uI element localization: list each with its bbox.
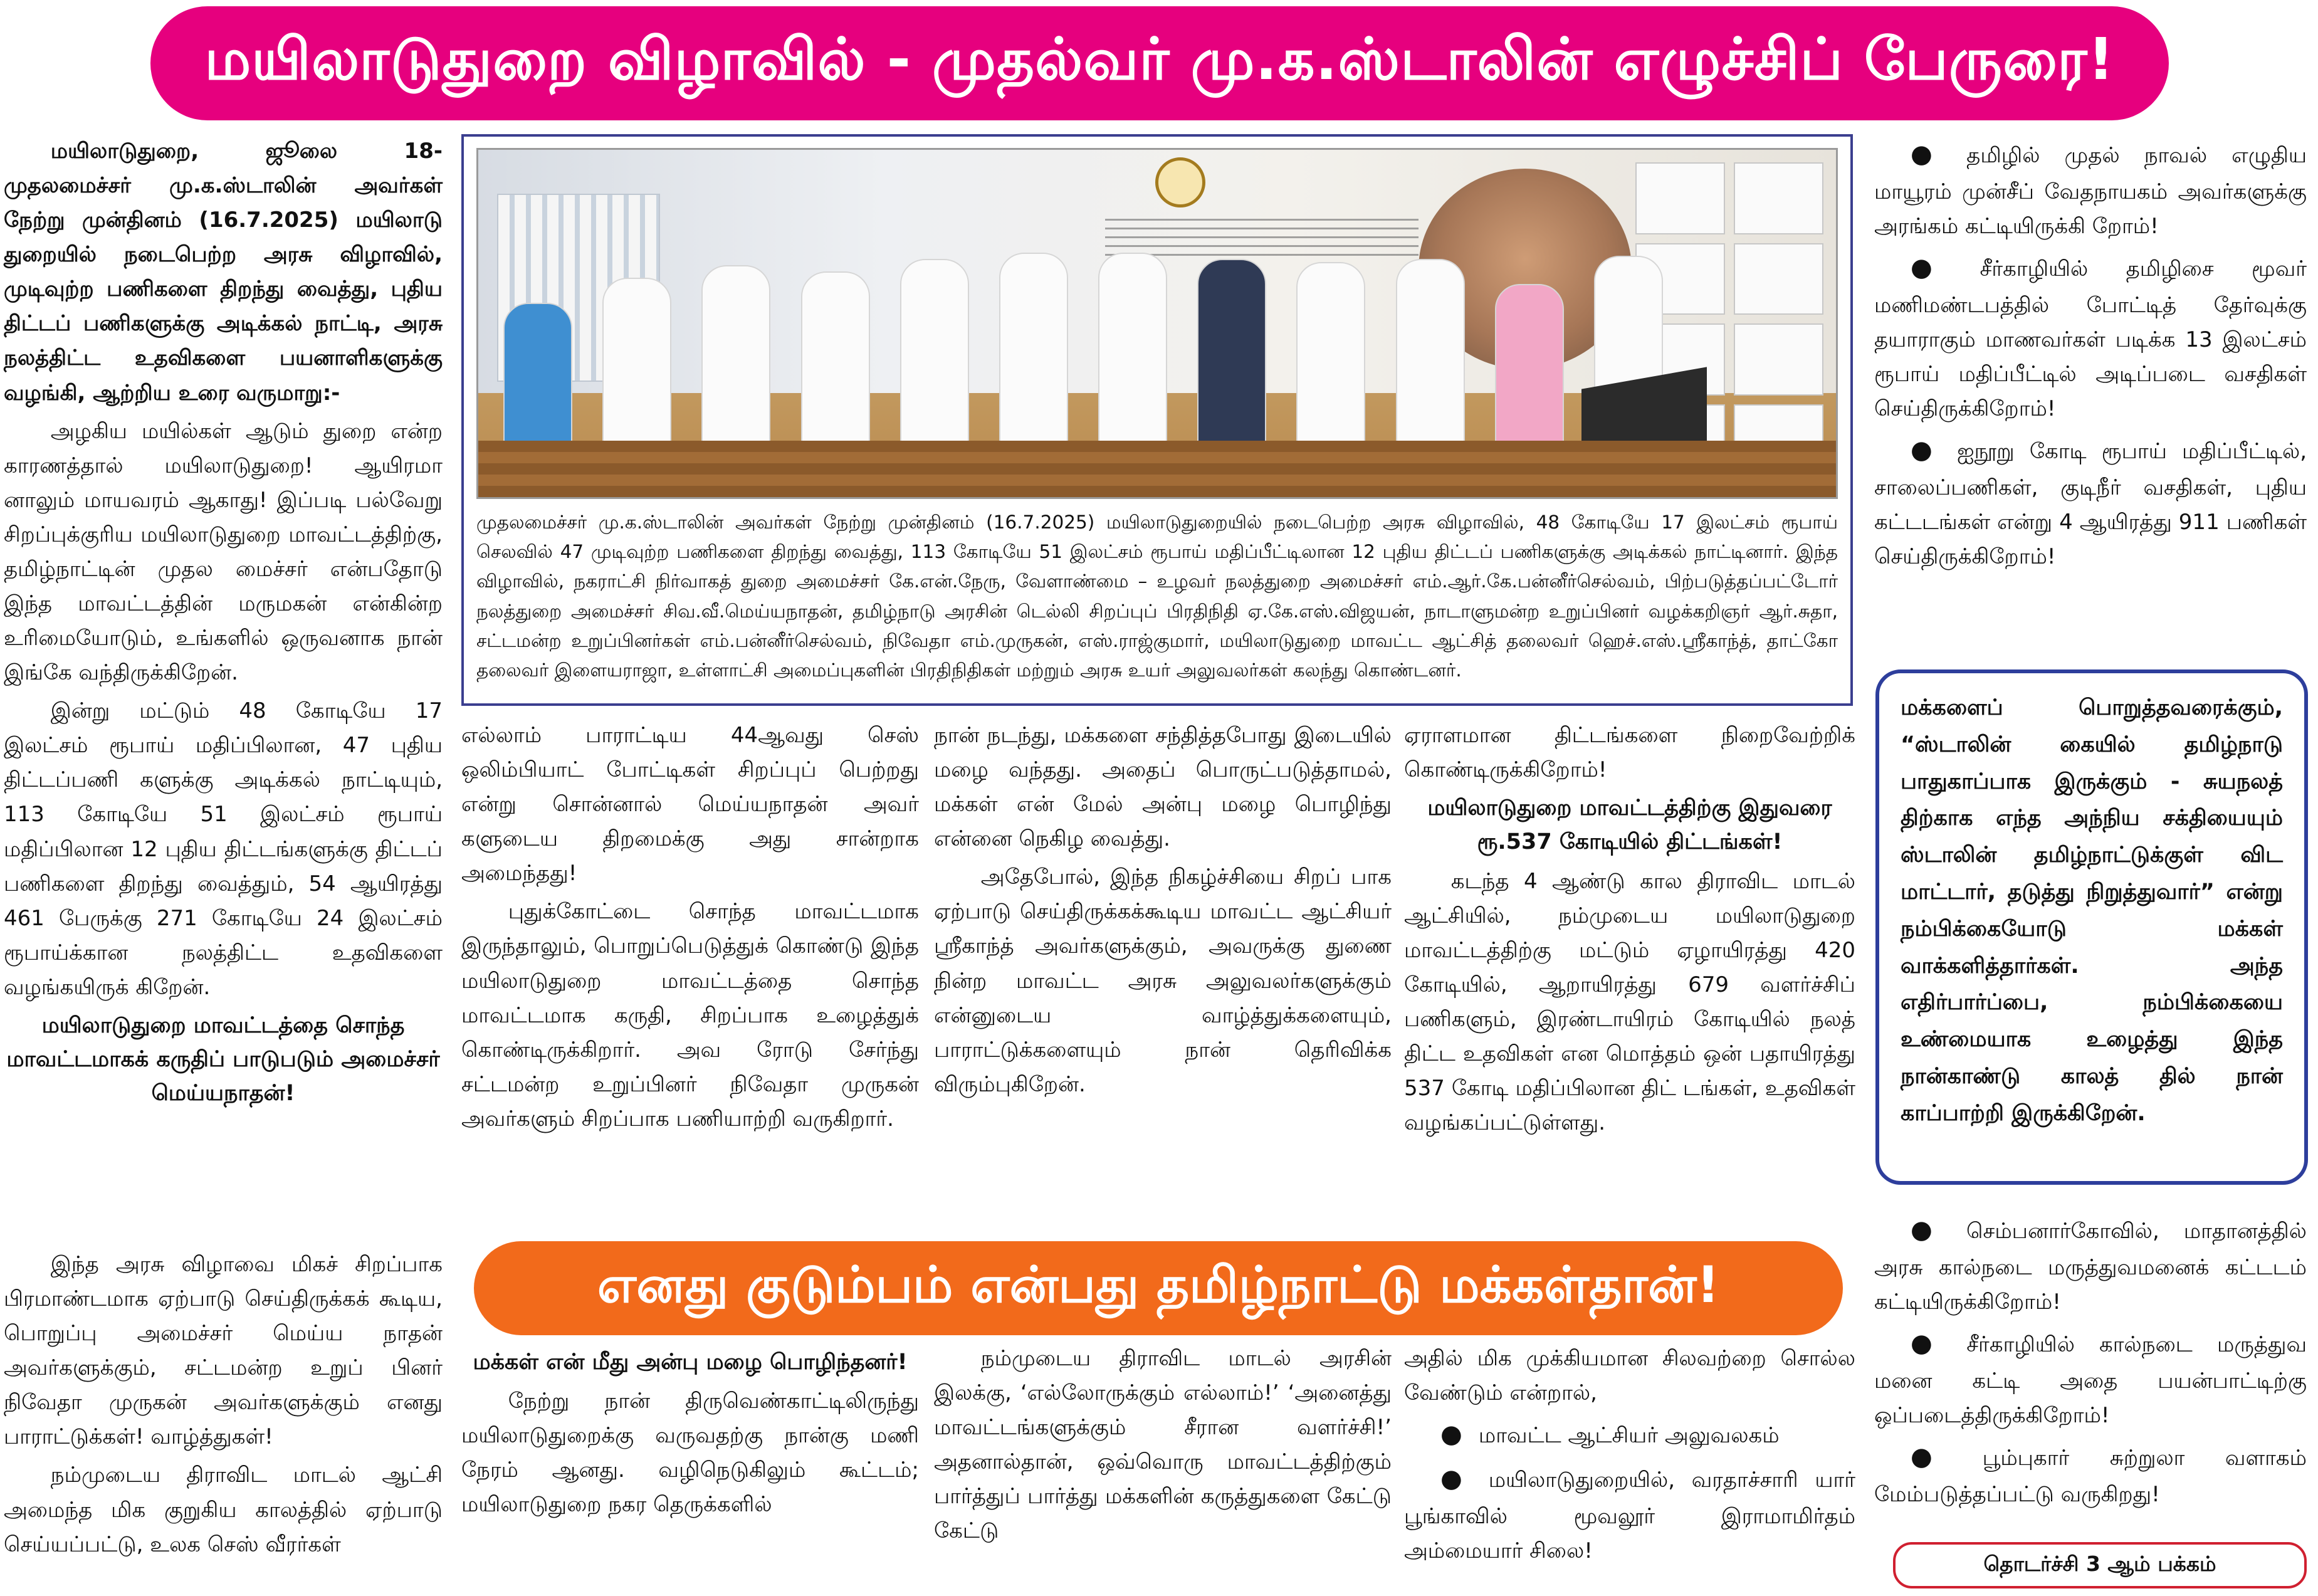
bullet-icon: ● [1911,1328,1951,1358]
subheadline-banner [474,1241,1843,1335]
paragraph: அதேபோல், இந்த நிகழ்ச்சியை சிறப் பாக ஏற்பாடு செய்திருக்கக்கூடிய மாவட்ட ஆட்சியர் ஸ்ரீகாந்த் அவர்களுக்கும், அவருக்கு துணை நின்ற மாவட்ட அரசு அலுவலர்களுக்கும் என்னுடைய வாழ்த்துக்களையும், பாராட்டுக்களையும் நான் தெரிவிக்க விரும்புகிறேன். [934,864,1392,1097]
list-item: ● செம்பனார்கோவில், மாதானத்தில் அரசு கால்நடை மருத்துவமனைக் கட்டடம் கட்டியிருக்கிறோம்! [1874,1215,2307,1315]
list-item: ● தமிழில் முதல் நாவல் எழுதிய மாயூரம் முன்சீப் வேதநாயகம் அவர்களுக்கு அரங்கம் கட்டியிருக்கி றோம்! [1874,140,2307,239]
bullet-icon: ● [1911,1442,1966,1471]
bottom-column-3 [1404,1341,1855,1592]
person-figure [602,278,671,459]
continued-label: தொடர்ச்சி 3 ஆம் பக்கம் [1983,1551,2216,1576]
continued-on-page-box[interactable] [1893,1542,2307,1588]
left-column [4,134,443,1231]
list-item: ● ஐநூறு கோடி ரூபாய் மதிப்பீட்டில், சாலைப்பணிகள், குடிநீர் வசதிகள், புதிய கட்டடங்கள் என்று 4 ஆயிரத்து 911 பணிகள் செய்திருக்கிறோம்! [1874,436,2307,570]
paragraph: கடந்த 4 ஆண்டு கால திராவிட மாடல் ஆட்சியில், நம்முடைய மயிலாடுதுறை மாவட்டத்திற்கு மட்டும் ஏழாயிரத்து 420 கோடியில், ஆறாயிரத்து 679 வளர்ச்சிப் பணிகளும், இரண்டாயிரம் கோடியில் நலத் திட்ட உதவிகள் என மொத்தம் ஒன் பதாயிரத்து 537 கோடி மதிப்பிலான திட் டங்கள், உதவிகள் வழங்கப்பட்டுள்ளது. [1404,868,1855,1136]
paragraph: இந்த அரசு விழாவை மிகச் சிறப்பாக பிரமாண்டமாக ஏற்பாடு செய்திருக்கக் கூடிய, பொறுப்பு அமைச்சர் மெய்ய நாதன் அவர்களுக்கும், சட்டமன்ற உறுப் பினர் நிவேதா முருகன் அவர்களுக்கும் எனது பாராட்டுக்கள்! வாழ்த்துகள்! [4,1252,443,1450]
paragraph: இன்று மட்டும் 48 கோடியே 17 இலட்சம் ரூபாய் மதிப்பிலான, 47 புதிய திட்டப்பணி களுக்கு அடிக்கல் நாட்டியும், 113 கோடியே 51 இலட்சம் ரூபாய் மதிப்பிலான 12 புதிய திட்டங்களுக்கு திட்டப் பணிகளை திறந்து வைத்தும், 54 ஆயிரத்து 461 பேருக்கு 271 கோடியே 24 இலட்சம் ரூபாய்க்கான நலத்திட்ட உதவிகளை வழங்கயிருக் கிறேன். [4,698,443,1000]
intro-paragraph: மயிலாடுதுறை, ஜூலை 18- முதலமைச்சர் மு.க.ஸ்டாலின் அவர்கள் நேற்று முன்தினம் (16.7.2025) மயிலாடு துறையில் நடைபெற்ற அரசு விழாவில், முடிவுற்ற பணிகளை திறந்து வைத்து, புதிய திட்டப் பணிகளுக்கு அடிக்கல் நாட்டி, அரசு நலத்திட்ட உதவிகளை பயனாளிகளுக்கு வழங்கி, ஆற்றிய உரை வருமாறு:- [4,139,443,406]
stage-steps-graphic [478,441,1836,497]
paragraph: நம்முடைய திராவிட மாடல் ஆட்சி அமைந்த மிக குறுகிய காலத்தில் ஏற்பாடு செய்யப்பட்டு, உலக செஸ் வீரர்கள் [4,1462,443,1557]
photo-frame [461,134,1853,706]
event-photo [476,148,1838,499]
person-figure [1197,259,1266,459]
dignitaries-group [503,234,1663,459]
paragraph: நேற்று நான் திருவெண்காட்டிலிருந்து மயிலாடுதுறைக்கு வருவதற்கு நான்கு மணி நேரம் ஆனது. வழிநெடுகிலும் கூட்டம்; மயிலாடுதுறை நகர தெருக்களில் [461,1389,919,1518]
list-item: ● மாவட்ட ஆட்சியர் அலுவலகம் [1440,1420,1780,1449]
bullet-icon: ● [1440,1464,1472,1493]
list-item: ● மயிலாடுதுறையில், வரதாச்சாரி யார் பூங்காவில் மூவலூர் இராமாமிர்தம் அம்மையார் சிலை! [1404,1464,1855,1563]
emblem-icon [1155,157,1205,207]
middle-column-3 [1404,718,1855,1232]
pull-quote: மக்களைப் பொறுத்தவரைக்கும், “ஸ்டாலின் கையில் தமிழ்நாடு பாதுகாப்பாக இருக்கும் - சுயநலத் திற்காக எந்த அந்நிய சக்தியையும் ஸ்டாலின் தமிழ்நாட்டுக்குள் விட மாட்டார், தடுத்து நிறுத்துவார்” என்று நம்பிக்கையோடு மக்கள் வாக்களித்தார்கள். அந்த எதிர்பார்ப்பை, நம்பிக்கையை உண்மையாக உழைத்து இந்த நான்காண்டு காலத் தில் நான் காப்பாற்றி இருக்கிறேன். [1901,695,2283,1126]
person-figure [1396,259,1465,459]
bottom-column-2 [934,1341,1392,1592]
subheading: மக்கள் என் மீது அன்பு மழை பொழிந்தனர்! [473,1350,908,1375]
headline-banner [150,6,2169,120]
paragraph: எல்லாம் பாராட்டிய 44ஆவது செஸ் ஒலிம்பியாட் போட்டிகள் சிறப்புப் பெற்றது என்று சொன்னால் மெய்யநாதன் அவர் களுடைய திறமைக்கு அது சான்றாக அமைந்தது! [461,723,919,886]
bullet-icon: ● [1911,1215,1951,1244]
person-figure [503,303,572,459]
bullet-icon: ● [1911,140,1951,169]
left-column-lower [4,1247,443,1590]
middle-column-2 [934,718,1392,1232]
person-figure [1296,262,1365,459]
subheadline: எனது குடும்பம் என்பது தமிழ்நாட்டு மக்கள்தான்! [597,1256,1720,1314]
paragraph: அதில் மிக முக்கியமான சிலவற்றை சொல்ல வேண்டும் என்றால், [1404,1346,1855,1406]
subheading: மயிலாடுதுறை மாவட்டத்திற்கு இதுவரை ரூ.537 கோடியில் திட்டங்கள்! [1427,795,1832,855]
paragraph: புதுக்கோட்டை சொந்த மாவட்டமாக இருந்தாலும், பொறுப்பெடுத்துக் கொண்டு இந்த மயிலாடுதுறை மாவட்டத்தை சொந்த மாவட்டமாக கருதி, சிறப்பாக உழைத்துக் கொண்டிருக்கிறார். அவ ரோடு சேர்ந்து சட்டமன்ற உறுப்பினர் நிவேதா முருகன் அவர்களும் சிறப்பாக பணியாற்றி வருகிறார். [461,899,919,1131]
person-figure [801,271,870,459]
headline: மயிலாடுதுறை விழாவில் - முதல்வர் மு.க.ஸ்டாலின் எழுச்சிப் பேருரை! [204,26,2115,93]
bullet-icon: ● [1911,436,1941,465]
person-figure [900,259,969,459]
list-item: ● சீர்காழியில் கால்நடை மருத்துவ மனை கட்டி அதை பயன்பாட்டிற்கு ஒப்படைத்திருக்கிறோம்! [1874,1328,2307,1428]
paragraph: நான் நடந்து, மக்களை சந்தித்தபோது இடையில் மழை வந்தது. அதைப் பொருட்படுத்தாமல், மக்கள் என் மேல் அன்பு மழை பொழிந்து என்னை நெகிழ வைத்து. [934,723,1392,852]
photo-caption: முதலமைச்சர் மு.க.ஸ்டாலின் அவர்கள் நேற்று முன்தினம் (16.7.2025) மயிலாடுதுறையில் நடைபெற்ற அரசு விழாவில், 48 கோடியே 17 இலட்சம் ரூபாய் செலவில் 47 முடிவுற்ற பணிகளை திறந்து வைத்து, 113 கோடியே 51 இலட்சம் ரூபாய் மதிப்பீட்டிலான 12 புதிய திட்டப் பணிகளுக்கு அடிக்கல் நாட்டினார். இந்த விழாவில், நகராட்சி நிர்வாகத் துறை அமைச்சர் கே.என்.நேரு, வேளாண்மை – உழவர் நலத்துறை அமைச்சர் எம்.ஆர்.கே.பன்னீர்செல்வம், பிற்படுத்தப்பட்டோர் நலத்துறை அமைச்சர் சிவ.வீ.மெய்யநாதன், தமிழ்நாடு அரசின் டெல்லி சிறப்புப் பிரதிநிதி ஏ.கே.எஸ்.விஜயன், நாடாளுமன்ற உறுப்பினர் வழக்கறிஞர் ஆர்.சுதா, சட்டமன்ற உறுப்பினர்கள் எம்.பன்னீர்செல்வம், நிவேதா எம்.முருகன், எஸ்.ராஜ்குமார், மயிலாடுதுறை மாவட்ட ஆட்சித் தலைவர் ஹெச்.எஸ்.ஸ்ரீகாந்த், தாட்கோ தலைவர் இளையராஜா, உள்ளாட்சி அமைப்புகளின் பிரதிநிதிகள் மற்றும் அரசு உயர் அலுவலர்கள் கலந்து கொண்டனர். [476,512,1838,681]
bullet-icon: ● [1440,1420,1462,1449]
person-figure [999,253,1068,459]
bottom-column-1 [461,1341,919,1592]
bullet-icon: ● [1911,253,1964,282]
list-item: ● பூம்புகார் சுற்றுலா வளாகம் மேம்படுத்தப்பட்டு வருகிறது! [1874,1442,2307,1507]
middle-column-1 [461,718,919,1232]
person-figure [1098,253,1167,459]
person-figure [701,265,770,459]
list-item: ● சீர்காழியில் தமிழிசை மூவர் மணிமண்டபத்தில் போட்டித் தேர்வுக்கு தயாராகும் மாணவர்கள் படிக்க 13 இலட்சம் ரூபாய் மதிப்பீட்டில் அடிப்படை வசதிகள் செய்திருக்கிறோம்! [1874,253,2307,421]
right-column-lower [1874,1210,2307,1567]
quote-box [1875,669,2308,1185]
person-figure [1495,284,1564,459]
paragraph: அழகிய மயில்கள் ஆடும் துறை என்ற காரணத்தால் மயிலாடுதுறை! ஆயிரமா னாலும் மாயவரம் ஆகாது! இப்படி பல்வேறு சிறப்புக்குரிய மயிலாடுதுறை மாவட்டத்திற்கு, தமிழ்நாட்டின் முதல மைச்சர் என்பதோடு இந்த மாவட்டத்தின் மருமகன் என்கின்ற உரிமையோடும், உங்களில் ஒருவனாக நான் இங்கே வந்திருக்கிறேன். [4,418,443,686]
subheading: மயிலாடுதுறை மாவட்டத்தை சொந்த மாவட்டமாகக் கருதிப் பாடுபடும் அமைச்சர் மெய்யநாதன்! [6,1012,440,1106]
paragraph: நம்முடைய திராவிட மாடல் அரசின் இலக்கு, ‘எல்லோருக்கும் எல்லாம்!’ ‘அனைத்து மாவட்டங்களுக்கும் சீரான வளர்ச்சி!’ அதனால்தான், ஒவ்வொரு மாவட்டத்திற்கும் பார்த்துப் பார்த்து மக்களின் கருத்துகளை கேட்டு கேட்டு [934,1346,1392,1544]
right-column [1874,134,2307,661]
paragraph: ஏராளமான திட்டங்களை நிறைவேற்றிக் கொண்டிருக்கிறோம்! [1404,723,1855,783]
